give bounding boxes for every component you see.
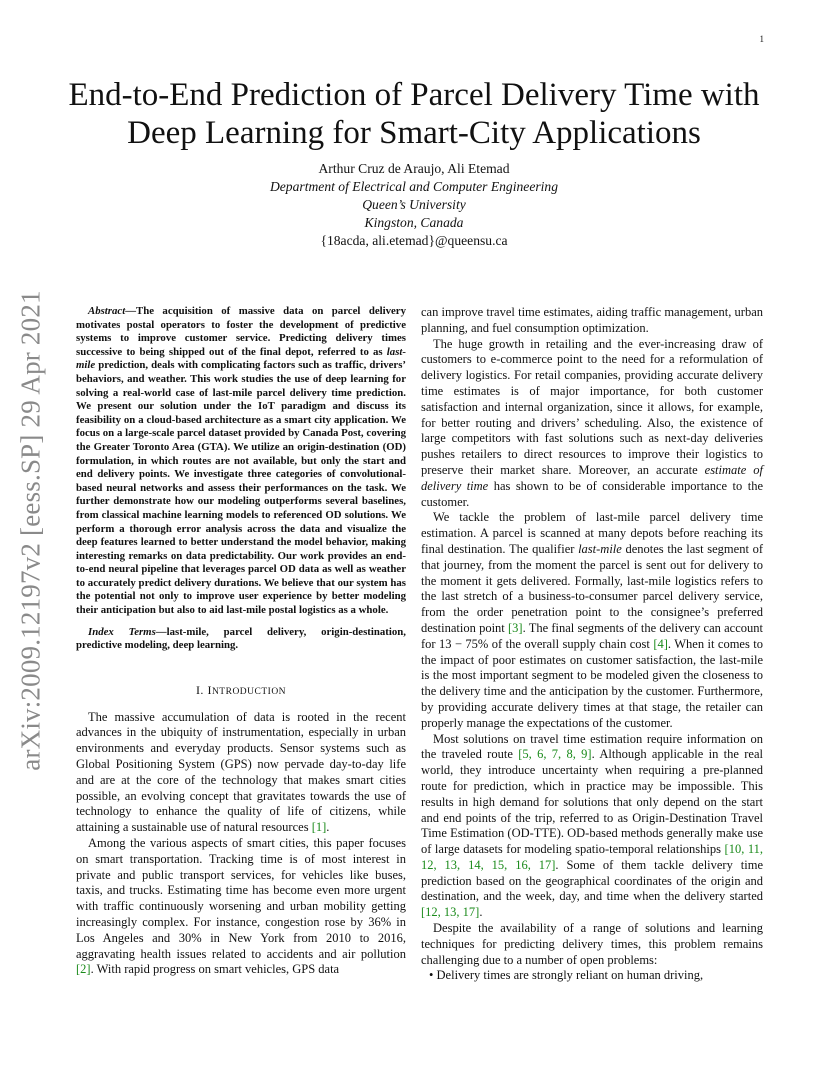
citation-link[interactable]: [2]: [76, 962, 91, 977]
right-paragraph-4: [421, 732, 763, 922]
r2-end: has shown to be of considerable importance to the customer.: [421, 478, 763, 509]
citation-link[interactable]: [3]: [508, 620, 523, 635]
intro-paragraph-2: [76, 836, 406, 978]
left-column: [76, 305, 406, 978]
intro-p1-text: The massive accumulation of data is rooted in the recent advances in the ubiquity of instrumentation, especially in urban environments and everyday products. Sensor systems such as Global Positioning System (GPS) now pervade day-to-day life and are at the core of the technology that makes smart cities possible, an evolving concept that gravitates towards the use of technology to enhance the quality of life of citizens, while attaining a sustainable use of natural resources: [76, 709, 406, 835]
intro-p2-end: . With rapid progress on smart vehicles, GPS data: [90, 962, 340, 977]
citation-link[interactable]: [5, 6, 7, 8, 9]: [518, 747, 592, 762]
bullet-item: • Delivery times are strongly reliant on human driving,: [429, 968, 704, 983]
author-email: {18acda, ali.etemad}@queensu.ca: [320, 233, 508, 248]
r4-mid2: . Some of them tackle delivery time prediction based on the geographical coordinates of the origin and destination, and the week, day, and time when the delivery started: [421, 857, 763, 904]
r4-end: .: [479, 905, 483, 920]
author-names: Arthur Cruz de Araujo, Ali Etemad: [318, 161, 510, 176]
r3-end: . When it comes to the impact of poor estimates on customer satisfaction, the last-mile is the most important segment to be modeled given the closeness to the delivery time and the anticipation by the customer. Furthermore, by providing accurate delivery times at that stage, the retailer can properly manage the expectations of the customer.: [421, 636, 763, 730]
index-terms-label: Index Terms: [88, 625, 156, 638]
r3-mid2: . The final segments of the delivery can account for 13 − 75% of the overall supply chain cost: [421, 620, 763, 651]
r3-text: We tackle the problem of last-mile parcel delivery time estimation. A parcel is scanned at many depots before reaching its final destination. The qualifier: [421, 510, 763, 556]
abstract-emph: last-mile: [76, 345, 406, 372]
section-heading-introduction: [76, 683, 406, 701]
author-university: Queen’s University: [362, 197, 466, 212]
r2-text: The huge growth in retailing and the ever-increasing draw of customers to e-commerce point to the need for a reformulation of delivery logistics. For retail companies, providing accurate delivery time estimates is of major importance, for both customer satisfaction and internal organization, since it allows, for example, for better routing and drivers’ scheduling. Also, the existence of large competitors with fast solutions such as next-day deliveries pushes retailers to direct resources to improve their logistics to preserve their market share. Moreover, an accurate: [421, 336, 763, 477]
right-column: [421, 305, 763, 984]
citation-link[interactable]: [4]: [653, 636, 668, 651]
arxiv-stamp: [2, 285, 60, 775]
intro-paragraph-1: [76, 710, 406, 836]
page-number: 1: [759, 34, 764, 44]
bullet-text: Delivery times are strongly reliant on human driving,: [436, 968, 704, 983]
right-paragraph-2: [421, 337, 763, 511]
r4-mid: . Although applicable in the real world, they introduce uncertainty when requiring a pre-planned route for prediction, which in practice may be impossible. This results in high demand for solutions that only depend on the start and end points of the trip, referred to as Origin-Destination Travel Time Estimation (OD-TTE). OD-based methods generally make use of large datasets for modeling spatio-temporal relationships: [421, 747, 764, 857]
right-paragraph-5: Despite the availability of a range of solutions and learning techniques for predicting delivery times, this problem remains challenging due to a number of open problems:: [421, 921, 763, 967]
r3-emph: last-mile: [578, 541, 622, 556]
section-rest: NTRODUCTION: [211, 686, 287, 697]
r3-mid: denotes the last segment of that journey, from the moment the parcel is sent out for delivery to the moment it gets delivered. Formally, last-mile logistics refers to the last stretch of a business-to-consumer parcel delivery service, from the order penetration point to the consignee’s preferred destination point: [421, 541, 764, 635]
abstract-label: Abstract: [88, 305, 126, 317]
citation-link[interactable]: [1]: [311, 820, 327, 835]
abstract-text-2: prediction, deals with complicating factors such as traffic, drivers’ behaviors, and weather. This work studies the use of deep learning for solving a real-world case of last-mile parcel delivery time prediction. We present our solution under the IoT paradigm and discuss its feasibility on a cloud-based architecture as a smart city application. We focus on a large-scale parcel dataset provided by Canada Post, covering the Greater Toronto Area (GTA). We utilize an origin-destination (OD) formulation, in which routes are not available, but only the start and end delivery points. We investigate three categories of convolutional-based neural networks and assess their performances on the task. We further demonstrate how our modeling outperforms several baselines, from classical machine learning models to referenced OD solutions. We perform a thorough error analysis across the data and visualize the deep features learned to better understand the model behavior, making interesting remarks on data predictability. Our work provides an end-to-end neural pipeline that leverages parcel OD data as well as weather to accurately predict delivery durations. We believe that our system has the potential not only to improve user experience by better modeling their anticipation but also to aid last-mile postal logistics as a whole.: [76, 359, 406, 617]
index-terms-text: —last-mile, parcel delivery, origin-destination, predictive modeling, deep learning.: [76, 625, 406, 652]
intro-p1-end: .: [326, 820, 330, 835]
abstract: [76, 305, 406, 618]
abstract-text-1: —The acquisition of massive data on parcel delivery motivates postal operators to foster the development of predictive systems to improve customer service. Predicting delivery times successive to being shipped out of the final depot, referred to as: [76, 305, 406, 358]
arxiv-stamp-text: arXiv:2009.12197v2 [eess.SP] 29 Apr 2021: [15, 289, 46, 771]
index-terms: [76, 626, 406, 653]
author-department: Department of Electrical and Computer Engineering: [269, 179, 559, 194]
citation-link[interactable]: [12, 13, 17]: [421, 905, 480, 920]
section-first-letter: I: [207, 682, 212, 697]
r2-emph: estimate of delivery time: [421, 462, 763, 493]
author-location: Kingston, Canada: [364, 215, 464, 230]
author-block: [100, 160, 728, 250]
citation-link[interactable]: [10, 11, 12, 13, 14, 15, 16, 17]: [421, 842, 764, 872]
right-paragraph-1: can improve travel time estimates, aiding traffic management, urban planning, and fuel consumption optimization.: [421, 305, 763, 335]
r4-text: Most solutions on travel time estimation require information on the traveled route: [421, 731, 763, 762]
paper-title: End-to-End Prediction of Parcel Delivery Time with Deep Learning for Smart-City Applications: [68, 77, 760, 151]
section-numeral: I.: [195, 682, 204, 697]
right-paragraph-3: [421, 510, 763, 731]
intro-p2-text: Among the various aspects of smart cities, this paper focuses on smart transportation. Tracking time is of most interest in private and public transport services, for vehicles like buses, taxis, and trucks. Estimating time has become even more urgent with traffic continuously worsening and urban mobility getting increasingly complex. For instance, congestion rose by 36% in Los Angeles and 30% in New York from 2010 to 2016, aggravating health issues related to accidents and air pollution: [76, 836, 406, 961]
